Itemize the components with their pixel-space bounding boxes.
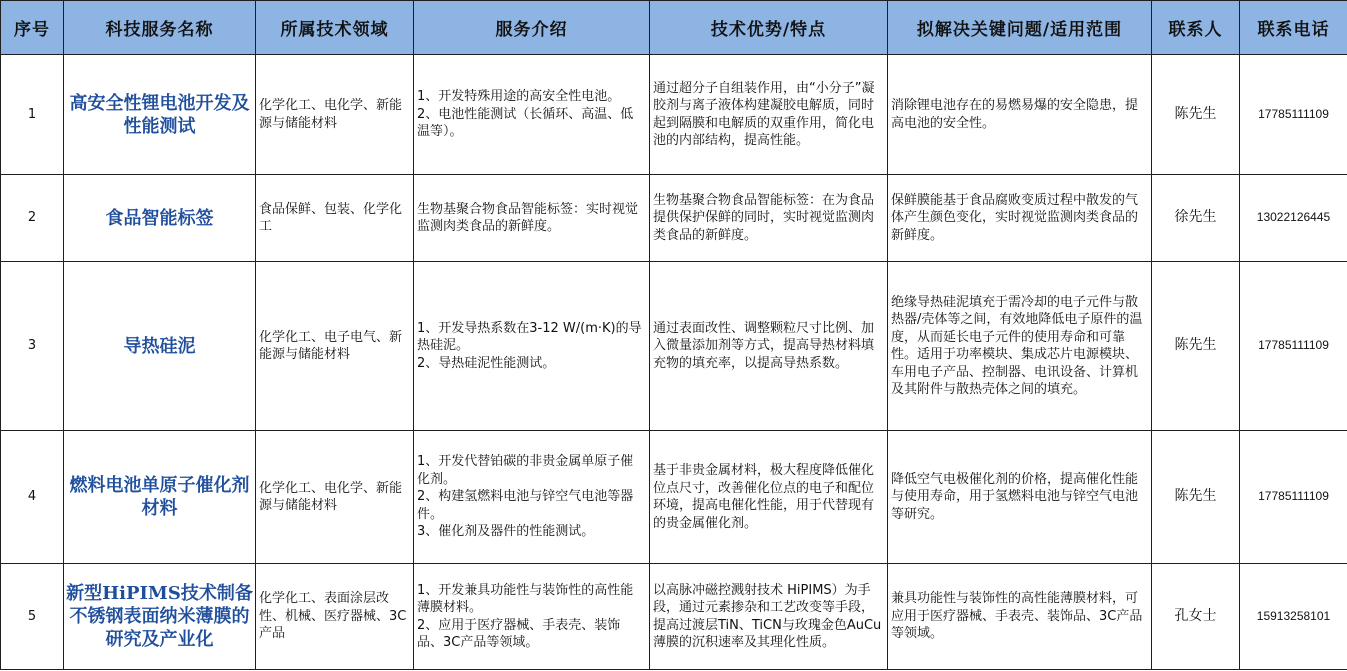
table-row xyxy=(1,564,1347,670)
table-row xyxy=(1,431,1347,564)
contact-phone: 17785111109 xyxy=(1240,262,1347,431)
contact-person: 陈先生 xyxy=(1152,55,1240,175)
contact-phone: 13022126445 xyxy=(1240,175,1347,262)
table-row xyxy=(1,175,1347,262)
tech-field: 食品保鲜、包装、化学化工 xyxy=(256,175,414,262)
tech-advantage: 通过超分子自组装作用，由“小分子”凝胶剂与离子液体构建凝胶电解质，同时起到隔膜和电解质的双重作用，简化电池的内部结构，提高性能。 xyxy=(650,55,888,175)
problem-scope: 降低空气电极催化剂的价格，提高催化性能与使用寿命，用于氢燃料电池与锌空气电池等研究。 xyxy=(888,431,1152,564)
tech-field: 化学化工、电化学、新能源与储能材料 xyxy=(256,55,414,175)
contact-person: 孔女士 xyxy=(1152,564,1240,670)
service-intro: 1、开发兼具功能性与装饰性的高性能薄膜材料。 2、应用于医疗器械、手表壳、装饰品、3C产品等领域。 xyxy=(414,564,650,670)
tech-field: 化学化工、表面涂层改性、机械、医疗器械、3C产品 xyxy=(256,564,414,670)
contact-person: 徐先生 xyxy=(1152,175,1240,262)
header-index: 序号 xyxy=(1,1,64,55)
problem-scope: 保鲜膜能基于食品腐败变质过程中散发的气体产生颜色变化，实时视觉监测肉类食品的新鲜度。 xyxy=(888,175,1152,262)
table-row xyxy=(1,55,1347,175)
row-index: 1 xyxy=(1,55,64,175)
problem-scope: 消除锂电池存在的易燃易爆的安全隐患，提高电池的安全性。 xyxy=(888,55,1152,175)
row-index: 5 xyxy=(1,564,64,670)
tech-field: 化学化工、电化学、新能源与储能材料 xyxy=(256,431,414,564)
contact-phone: 17785111109 xyxy=(1240,55,1347,175)
row-index: 4 xyxy=(1,431,64,564)
service-name: 导热硅泥 xyxy=(64,262,256,431)
header-service-name: 科技服务名称 xyxy=(64,1,256,55)
service-name: 燃料电池单原子催化剂材料 xyxy=(64,431,256,564)
row-index: 3 xyxy=(1,262,64,431)
service-name: 食品智能标签 xyxy=(64,175,256,262)
tech-advantage: 生物基聚合物食品智能标签：在为食品提供保护保鲜的同时，实时视觉监测肉类食品的新鲜度。 xyxy=(650,175,888,262)
service-intro: 生物基聚合物食品智能标签：实时视觉监测肉类食品的新鲜度。 xyxy=(414,175,650,262)
contact-person: 陈先生 xyxy=(1152,431,1240,564)
service-intro: 1、开发导热系数在3-12 W/(m·K)的导热硅泥。 2、导热硅泥性能测试。 xyxy=(414,262,650,431)
header-scope: 拟解决关键问题/适用范围 xyxy=(888,1,1152,55)
contact-phone: 17785111109 xyxy=(1240,431,1347,564)
header-intro: 服务介绍 xyxy=(414,1,650,55)
header-advantage: 技术优势/特点 xyxy=(650,1,888,55)
service-intro: 1、开发代替铂碳的非贵金属单原子催化剂。 2、构建氢燃料电池与锌空气电池等器件。 3、催化剂及器件的性能测试。 xyxy=(414,431,650,564)
header-phone: 联系电话 xyxy=(1240,1,1347,55)
tech-field: 化学化工、电子电气、新能源与储能材料 xyxy=(256,262,414,431)
problem-scope: 兼具功能性与装饰性的高性能薄膜材料，可应用于医疗器械、手表壳、装饰品、3C产品等领域。 xyxy=(888,564,1152,670)
service-name: 新型HiPIMS技术制备不锈钢表面纳米薄膜的研究及产业化 xyxy=(64,564,256,670)
tech-advantage: 通过表面改性、调整颗粒尺寸比例、加入微量添加剂等方式，提高导热材料填充物的填充率，以提高导热系数。 xyxy=(650,262,888,431)
row-index: 2 xyxy=(1,175,64,262)
contact-person: 陈先生 xyxy=(1152,262,1240,431)
problem-scope: 绝缘导热硅泥填充于需冷却的电子元件与散热器/壳体等之间，有效地降低电子原件的温度，从而延长电子元件的使用寿命和可靠性。适用于功率模块、集成芯片电源模块、车用电子产品、控制器、电讯设备、计算机及其附件与散热壳体之间的填充。 xyxy=(888,262,1152,431)
header-row xyxy=(1,1,1347,55)
header-field: 所属技术领域 xyxy=(256,1,414,55)
contact-phone: 15913258101 xyxy=(1240,564,1347,670)
header-contact: 联系人 xyxy=(1152,1,1240,55)
service-intro: 1、开发特殊用途的高安全性电池。 2、电池性能测试（长循环、高温、低温等）。 xyxy=(414,55,650,175)
table-row xyxy=(1,262,1347,431)
tech-advantage: 基于非贵金属材料，极大程度降低催化位点尺寸，改善催化位点的电子和配位环境，提高电催化性能，用于代替现有的贵金属催化剂。 xyxy=(650,431,888,564)
service-name: 高安全性锂电池开发及性能测试 xyxy=(64,55,256,175)
tech-advantage: 以高脉冲磁控溅射技术 HiPIMS）为手段，通过元素掺杂和工艺改变等手段，提高过渡层TiN、TiCN与玫瑰金色AuCu薄膜的沉积速率及其理化性质。 xyxy=(650,564,888,670)
